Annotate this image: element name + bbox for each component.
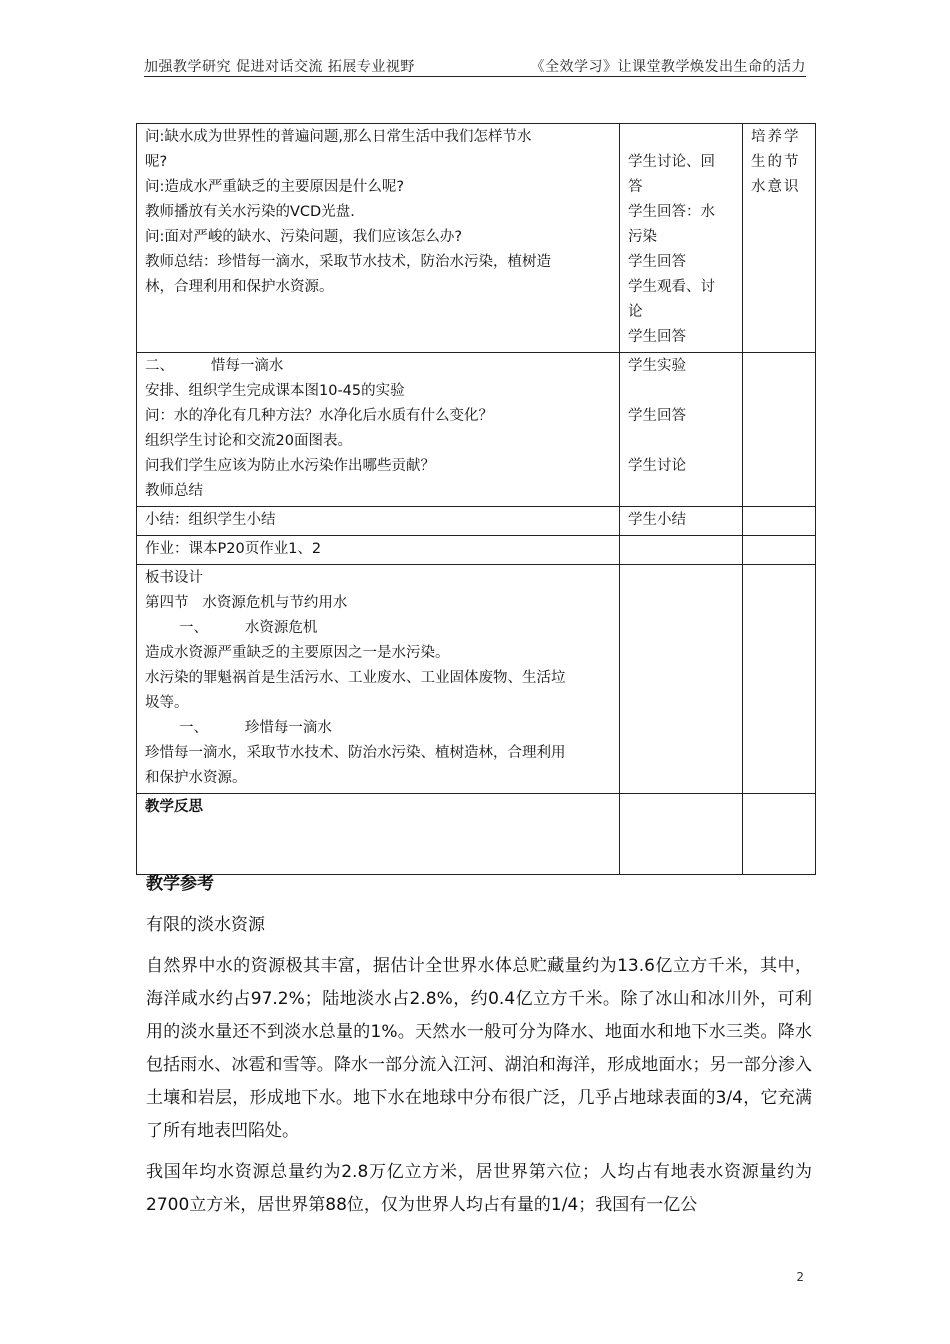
spacer-line — [628, 379, 734, 404]
reference-subtitle: 有限的淡水资源 — [146, 915, 265, 935]
text-line: 论 — [628, 304, 643, 320]
header-right-text: 《全效学习》让课堂教学焕发出生命的活力 — [530, 59, 806, 75]
text-line: 一、 水资源危机 — [179, 620, 318, 636]
design-intent-cell — [743, 124, 816, 353]
text-line: 学生回答 — [628, 408, 686, 424]
text-line: 珍惜每一滴水，采取节水技术、防治水污染、植树造林，合理利用 — [145, 745, 566, 761]
text-line: 一、 珍惜每一滴水 — [179, 720, 332, 736]
text-line: 造成水资源严重缺乏的主要原因之一是水污染。 — [145, 645, 450, 661]
table-row — [137, 565, 816, 794]
student-activity-cell — [620, 353, 743, 507]
text-line: 水污染的罪魁祸首是生活污水、工业废水、工业固体废物、生活垃 — [145, 670, 566, 686]
text-line: 学生回答 — [628, 329, 686, 345]
text-line: 小结：组织学生小结 — [145, 512, 276, 528]
reference-paragraph: 我国年均水资源总量约为2.8万亿立方米，居世界第六位；人均占有地表水资源量约为2700立方米，居世界第88位，仅为世界人均占有量的1/4；我国有一亿公 — [146, 1162, 812, 1215]
design-intent-cell — [743, 353, 816, 507]
page-number: 2 — [796, 1270, 804, 1284]
table-row — [137, 507, 816, 536]
text-line: 教师播放有关水污染的VCD光盘. — [145, 204, 355, 220]
text-line: 第四节 水资源危机与节约用水 — [145, 595, 348, 611]
design-intent-cell — [743, 507, 816, 536]
text-line: 教师总结：珍惜每一滴水，采取节水技术，防治水污染，植树造 — [145, 254, 551, 270]
text-line: 问:缺水成为世界性的普遍问题,那么日常生活中我们怎样节水 — [145, 129, 532, 145]
text-line: 学生回答 — [628, 254, 686, 270]
text-line: 生的节 — [751, 154, 801, 170]
page-header — [144, 52, 806, 77]
text-line: 问:面对严峻的缺水、污染问题，我们应该怎么办? — [145, 229, 463, 245]
table-row — [137, 353, 816, 507]
text-line: 培养学 — [751, 129, 801, 145]
student-activity-cell — [620, 507, 743, 536]
reference-paragraph: 自然界中水的资源极其丰富，据估计全世界水体总贮藏量约为13.6亿立方千米，其中，海洋咸水约占97.2%；陆地淡水占2.8%，约0.4亿立方千米。除了冰山和冰川外，可利用的淡水量还不到淡水总量的1%。天然水一般可分为降水、地面水和地下水三类。降水包括雨水、冰雹和雪等。降水一部分流入江河、湖泊和海洋，形成地面水；另一部分渗入土壤和岩层，形成地下水。地下水在地球中分布很广泛，几乎占地球表面的3/4，它充满了所有地表凹陷处。 — [146, 956, 812, 1141]
student-activity-cell — [620, 565, 743, 794]
text-line: 圾等。 — [145, 695, 189, 711]
text-line: 污染 — [628, 229, 657, 245]
design-intent-cell — [743, 536, 816, 565]
summary-cell — [137, 507, 620, 536]
text-line: 林，合理利用和保护水资源。 — [145, 279, 334, 295]
reflection-cell — [137, 794, 620, 875]
text-line: 问:造成水严重缺乏的主要原因是什么呢? — [145, 179, 405, 195]
table-row — [137, 794, 816, 875]
text-line: 学生讨论 — [628, 458, 686, 474]
reflection-title: 教学反思 — [145, 799, 203, 815]
table-row — [137, 536, 816, 565]
text-line: 水意识 — [751, 179, 801, 195]
text-line: 组织学生讨论和交流20面图表。 — [145, 433, 352, 449]
reference-section — [146, 868, 812, 1222]
design-intent-cell — [743, 565, 816, 794]
student-activity-cell — [620, 536, 743, 565]
teacher-activity-cell — [137, 353, 620, 507]
text-line: 作业：课本P20页作业1、2 — [145, 541, 322, 557]
header-left-text: 加强教学研究 促进对话交流 拓展专业视野 — [144, 59, 415, 75]
section-heading: 二、 惜每一滴水 — [145, 358, 284, 374]
text-line: 学生讨论、回 — [628, 154, 715, 170]
teacher-activity-cell — [137, 124, 620, 353]
text-line: 安排、组织学生完成课本图10-45的实验 — [145, 383, 405, 399]
text-line: 和保护水资源。 — [145, 770, 247, 786]
text-line: 呢? — [145, 154, 168, 170]
blackboard-design-cell — [137, 565, 620, 794]
student-activity-cell — [620, 124, 743, 353]
text-line: 问我们学生应该为防止水污染作出哪些贡献？ — [145, 458, 435, 474]
text-line: 学生实验 — [628, 358, 686, 374]
table-row — [137, 124, 816, 353]
lesson-plan-table — [136, 123, 816, 875]
student-activity-cell — [620, 794, 743, 875]
text-line: 答 — [628, 179, 643, 195]
text-line: 学生回答：水 — [628, 204, 715, 220]
text-line: 板书设计 — [145, 570, 203, 586]
homework-cell — [137, 536, 620, 565]
spacer-line — [628, 429, 734, 454]
design-intent-cell — [743, 794, 816, 875]
text-line: 学生观看、讨 — [628, 279, 715, 295]
text-line: 问：水的净化有几种方法？水净化后水质有什么变化？ — [145, 408, 493, 424]
text-line: 学生小结 — [628, 512, 686, 528]
reference-title: 教学参考 — [146, 874, 214, 894]
text-line: 教师总结 — [145, 483, 203, 499]
